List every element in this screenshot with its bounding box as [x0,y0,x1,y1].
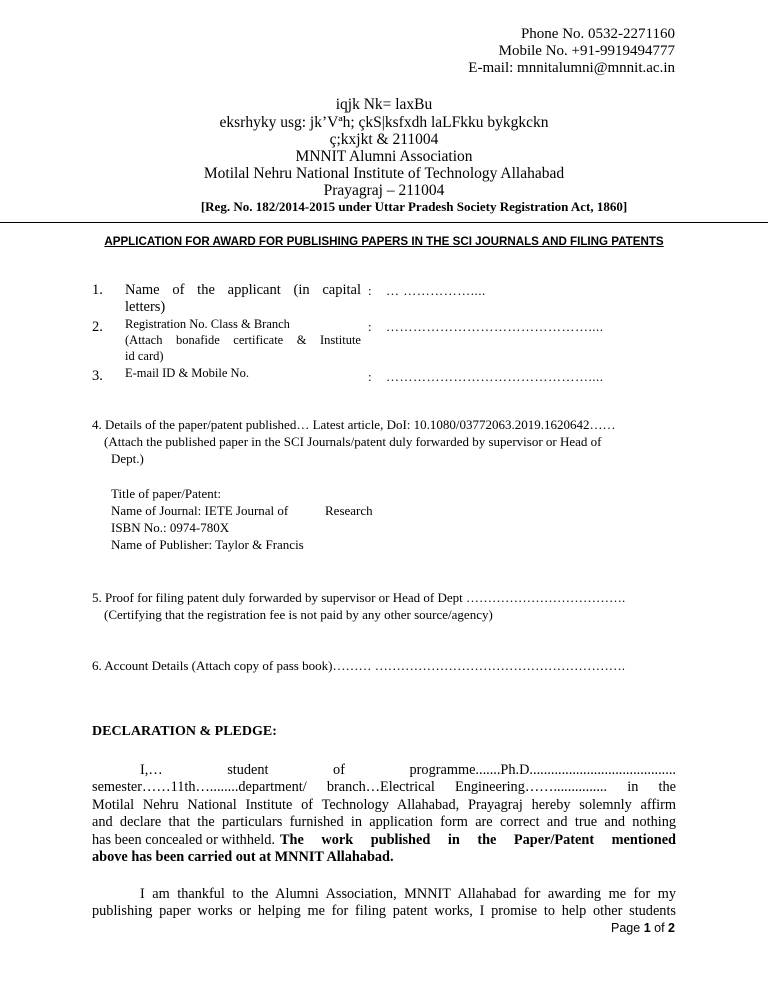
declaration-line-1 [92,762,676,780]
journal-name-tail: Research [325,503,373,518]
pledge-line-1: I am thankful to the Alumni Association, MNNIT Allahabad for awarding me for my [140,886,676,902]
header-divider [0,222,768,223]
header-association-name: MNNIT Alumni Association [295,148,473,165]
declaration-bold-text: The work published in the Paper/Patent mentioned [280,832,676,848]
declaration-programme[interactable]: programme.......Ph.D......................................... [409,762,676,778]
item-5-line-1: 5. Proof for filing patent duly forwarded by supervisor or Head of Dept ………………………………. [92,590,626,605]
declaration-line-2: semester……11th…........department/ branch…Electrical Engineering……............... in the [92,779,676,795]
page-total: 2 [668,921,675,935]
declaration-heading: DECLARATION & PLEDGE: [92,724,277,739]
field-1-label-cont: letters) [125,299,166,315]
page-prefix: Page [611,921,641,935]
issn-number: ISBN No.: 0974-780X [111,520,230,535]
header-hindi-line-2: eksrhyky usg: jk’Vªh; çkS|ksfxdh laLFkku bykgkckn [219,114,549,131]
page-number [611,921,675,935]
field-2-number: 2. [92,319,103,335]
declaration-line-6: above has been carried out at MNNIT Allahabad. [92,849,394,865]
pledge-line-2: publishing paper works or helping me for filing patent works, I promise to help other students [92,903,676,919]
header-city: Prayagraj – 211004 [323,182,445,199]
declaration-word-of: of [333,762,345,778]
declaration-line-4: and declare that the particulars furnished in application form are correct and true and nothing [92,814,676,830]
declaration-word-i: I,… [140,762,163,778]
field-1-colon: : [368,283,372,298]
page-of: of [654,921,665,935]
declaration-word-student: student [227,762,269,778]
paper-title-label: Title of paper/Patent: [111,486,222,501]
contact-email: E-mail: mnnitalumni@mnnit.ac.in [468,60,675,76]
field-1-number: 1. [92,282,103,298]
item-4-line-2: (Attach the published paper in the SCI Journals/patent duly forwarded by supervisor or Head of [104,434,602,449]
field-3-value[interactable]: ……………………………………….... [386,369,604,384]
field-1-label: Name of the applicant (in capital [125,282,361,298]
declaration-line-3: Motilal Nehru National Institute of Technology Allahabad, Prayagraj hereby solemnly affirm [92,797,676,813]
form-title: APPLICATION FOR AWARD FOR PUBLISHING PAPERS IN THE SCI JOURNALS AND FILING PATENTS [104,235,664,248]
journal-name-label: Name of Journal: IETE Journal of [111,503,289,518]
field-2-value[interactable]: ……………………………………….... [386,319,604,334]
field-1-value[interactable]: … …………….... [386,283,486,298]
field-2-label: Registration No. Class & Branch [125,317,290,331]
declaration-plain-text: has been concealed or withheld. [92,832,276,848]
field-2-colon: : [368,319,372,334]
field-3-colon: : [368,369,372,384]
item-5-line-2: (Certifying that the registration fee is not paid by any other source/agency) [104,607,493,622]
header-hindi-line-3: ç;kxjkt & 211004 [329,131,439,148]
page-current: 1 [643,921,651,935]
field-2-label-cont-2: id card) [125,349,164,363]
contact-phone: Phone No. 0532-2271160 [520,26,675,42]
publisher-name: Name of Publisher: Taylor & Francis [111,537,304,552]
item-4-line-1: 4. Details of the paper/patent published… Latest article, DoI: 10.1080/03772063.2019.1620642…… [92,417,616,432]
declaration-line-5 [92,832,676,850]
field-2-label-cont: (Attach bonafide certificate & Institute [125,333,361,347]
field-3-label: E-mail ID & Mobile No. [125,366,249,380]
contact-mobile: Mobile No. +91-9919494777 [498,43,675,59]
header-hindi-line-1: iqjk Nk= laxBu [335,96,433,113]
field-3-number: 3. [92,368,103,384]
item-6-line-1: 6. Account Details (Attach copy of pass book)……… …………………………………………………. [92,658,625,673]
item-4-line-3: Dept.) [111,451,144,466]
registration-line: [Reg. No. 182/2014-2015 under Uttar Pradesh Society Registration Act, 1860] [200,199,628,214]
header-institute-name: Motilal Nehru National Institute of Technology Allahabad [203,165,565,182]
